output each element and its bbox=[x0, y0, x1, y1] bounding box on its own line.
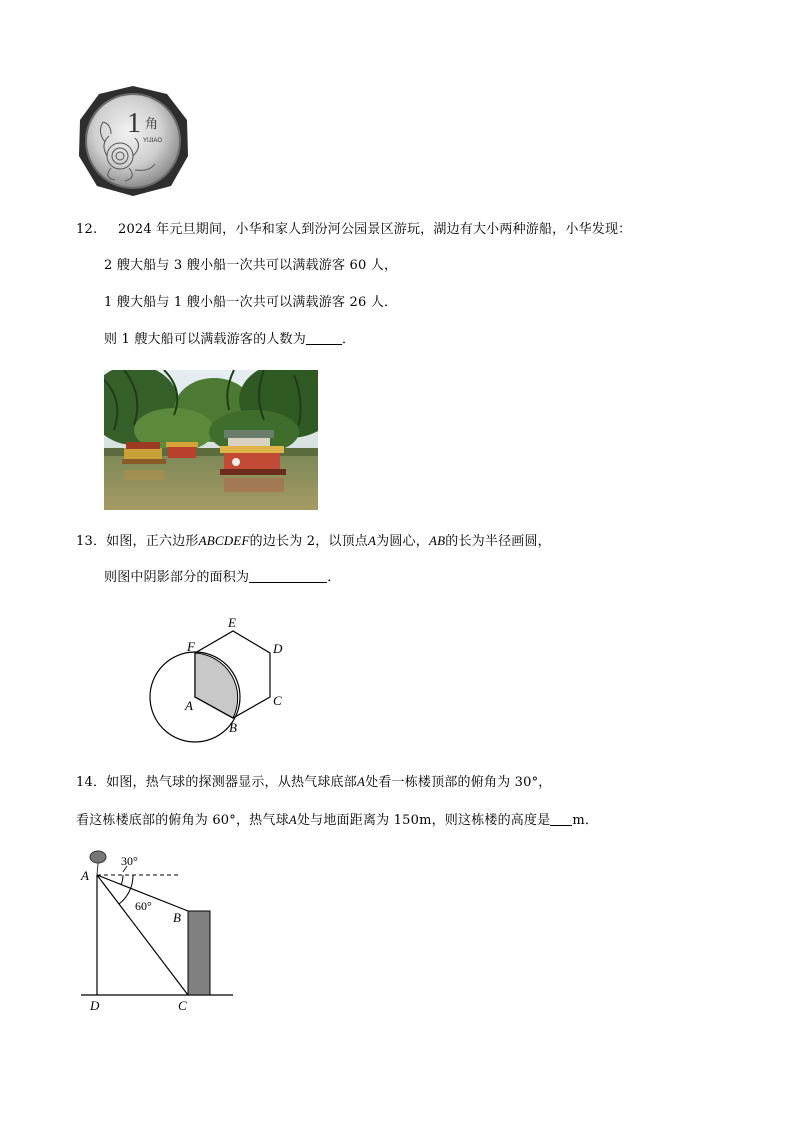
label-C: C bbox=[273, 693, 282, 708]
answer-blank[interactable] bbox=[550, 812, 572, 826]
label-C: C bbox=[178, 998, 187, 1013]
lake-boats-photo bbox=[104, 370, 318, 510]
angle-60-label: 60° bbox=[135, 899, 152, 913]
hexagon-circle-figure bbox=[140, 610, 300, 750]
answer-blank[interactable] bbox=[249, 569, 327, 583]
coin-unit: 角 bbox=[145, 117, 159, 132]
angle-30-label: 30° bbox=[121, 854, 138, 868]
coin-image bbox=[75, 84, 191, 198]
label-D: D bbox=[273, 641, 283, 656]
label-A: A bbox=[81, 868, 89, 883]
coin-digit: 1 bbox=[127, 108, 141, 139]
q13-number: 13 bbox=[76, 534, 93, 549]
answer-blank[interactable] bbox=[306, 331, 342, 345]
label-A: A bbox=[185, 698, 193, 713]
label-B: B bbox=[173, 910, 181, 925]
coin-pinyin: YIJIAO bbox=[143, 138, 163, 144]
q13-line2: 则图中阴影部分的面积为 ． bbox=[104, 570, 341, 585]
q14-line2: 看这栋楼底部的俯角为 60°，热气球A处与地面距离为 150m，则这栋楼的高度是 m． bbox=[76, 812, 599, 828]
label-B: B bbox=[229, 720, 237, 735]
balloon-icon bbox=[90, 851, 106, 863]
label-D: D bbox=[90, 998, 100, 1013]
q12-line4: 则 1 艘大船可以满载游客的人数为 ． bbox=[104, 332, 356, 347]
label-E: E bbox=[228, 615, 236, 630]
q14-line1: 14．如图，热气球的探测器显示，从热气球底部A处看一栋楼顶部的俯角为 30°， bbox=[76, 774, 552, 790]
q12-line2: 2 艘大船与 3 艘小船一次共可以满载游客 60 人， bbox=[104, 258, 398, 273]
q12-stem: 2024 年元旦期间，小华和家人到汾河公园景区游玩，湖边有大小两种游船，小华发现： bbox=[117, 222, 632, 237]
q13-line1: 13．如图，正六边形ABCDEF的边长为 2，以顶点A为圆心，AB的长为半径画圆， bbox=[76, 533, 551, 549]
q12-line1 bbox=[76, 221, 631, 239]
balloon-building-figure bbox=[75, 848, 240, 1018]
label-F: F bbox=[187, 639, 195, 654]
building bbox=[188, 911, 210, 995]
q14-number: 14 bbox=[76, 775, 93, 790]
q12-number: 12. bbox=[76, 222, 98, 237]
q12-line3: 1 艘大船与 1 艘小船一次共可以满载游客 26 人． bbox=[104, 295, 398, 310]
